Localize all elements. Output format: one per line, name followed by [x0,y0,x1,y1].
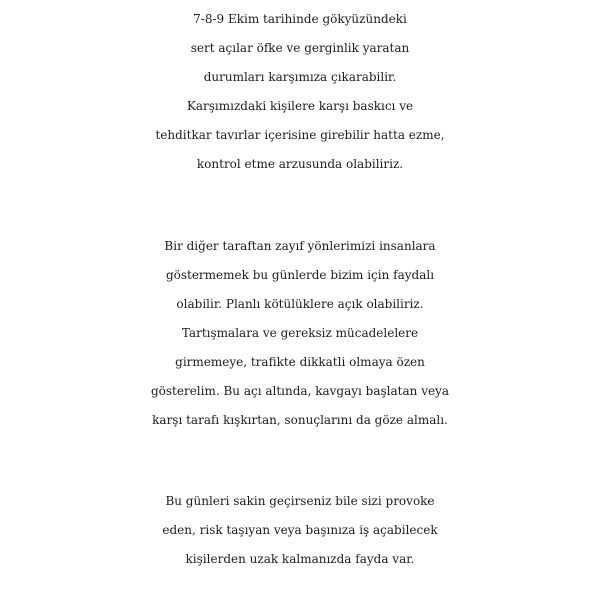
paragraph-line: kontrol etme arzusunda olabiliriz. [196,157,404,171]
paragraph-line: tehditkar tavırlar içerisine girebilir hatta ezme, [155,128,445,142]
paragraph-line: eden, risk taşıyan veya başınıza iş açabilecek [162,523,438,537]
paragraph-line: karşı tarafı kışkırtan, sonuçlarını da göze almalı. [152,413,448,427]
paragraph-line: göstermemek bu günlerde bizim için faydalı [165,268,435,282]
paragraph-line: girmemeye, trafikte dikkatli olmaya özen [175,355,425,369]
paragraph-line: Bir diğer taraftan zayıf yönlerimizi insanlara [164,239,436,253]
paragraph-3 [0,487,600,574]
paragraph-line: Karşımızdaki kişilere karşı baskıcı ve [186,99,414,113]
paragraph-line: 7-8-9 Ekim tarihinde gökyüzündeki [193,12,407,26]
paragraph-line: kişilerden uzak kalmanızda fayda var. [185,552,415,566]
paragraph-2 [0,232,600,435]
paragraph-line: Tartışmalara ve gereksiz mücadelelere [181,326,419,340]
paragraph-line: gösterelim. Bu açı altında, kavgayı başlatan veya [150,384,450,398]
paragraph-line: sert açılar öfke ve gerginlik yaratan [190,41,410,55]
paragraph-line: olabilir. Planlı kötülüklere açık olabiliriz. [176,297,424,311]
paragraph-line: Bu günleri sakin geçirseniz bile sizi provoke [165,494,435,508]
paragraph-line: durumları karşımıza çıkarabilir. [203,70,397,84]
paragraph-1 [0,5,600,179]
